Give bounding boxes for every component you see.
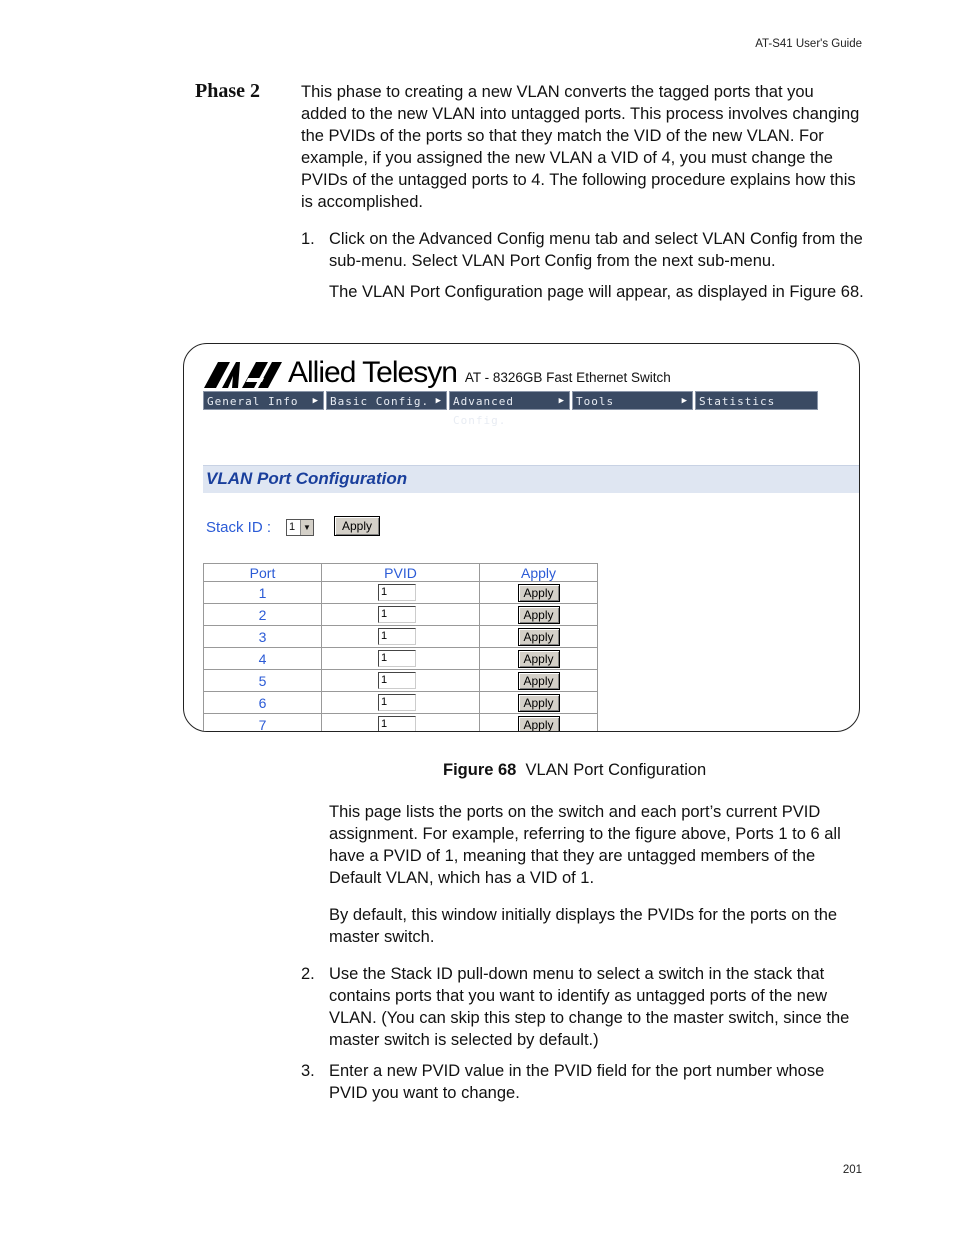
- row-apply-button[interactable]: Apply: [518, 694, 560, 712]
- brand-logo: [204, 354, 671, 388]
- page-title: VLAN Port Configuration: [206, 469, 408, 488]
- step-number: 2.: [301, 965, 315, 983]
- row-apply-button[interactable]: Apply: [518, 584, 560, 602]
- brand-name: Allied Telesyn: [288, 356, 457, 389]
- menu-advanced-config[interactable]: [449, 391, 570, 427]
- menu-basic-config[interactable]: [326, 391, 447, 410]
- pvid-cell: [322, 604, 480, 626]
- pvid-input[interactable]: 1: [378, 628, 416, 645]
- menu-tools[interactable]: [572, 391, 693, 410]
- stack-apply-button[interactable]: Apply: [334, 516, 380, 536]
- pvid-cell: [322, 714, 480, 733]
- guide-title: AT-S41 User's Guide: [755, 38, 862, 50]
- arrow-right-icon: ▶: [435, 396, 442, 406]
- apply-cell: [480, 626, 598, 648]
- menu-label: Tools: [576, 395, 615, 408]
- pvid-cell: [322, 626, 480, 648]
- step-2: [301, 963, 866, 1053]
- port-number: 4: [204, 648, 322, 670]
- table-row: [204, 582, 598, 604]
- row-apply-button[interactable]: Apply: [518, 650, 560, 668]
- table-header-row: [204, 564, 598, 582]
- port-number: 7: [204, 714, 322, 733]
- menu-general-info[interactable]: [203, 391, 324, 410]
- step-number: 3.: [301, 1062, 315, 1080]
- caption-text: VLAN Port Configuration: [525, 761, 707, 779]
- pvid-input[interactable]: 1: [378, 694, 416, 711]
- arrow-right-icon: ▶: [681, 396, 688, 406]
- menu-label: Basic Config.: [330, 395, 430, 408]
- pvid-input[interactable]: 1: [378, 650, 416, 667]
- menu-label: Statistics: [699, 395, 776, 408]
- apply-cell: [480, 648, 598, 670]
- pvid-cell: [322, 648, 480, 670]
- figure-screenshot: [183, 343, 860, 732]
- step-text: Enter a new PVID value in the PVID field for the port number whose PVID you want to change.: [329, 1062, 825, 1102]
- chevron-down-icon[interactable]: ▼: [300, 520, 313, 535]
- pvid-input[interactable]: 1: [378, 672, 416, 689]
- switch-model: AT - 8326GB Fast Ethernet Switch: [464, 370, 671, 385]
- menu-statistics[interactable]: [695, 391, 818, 410]
- step-text: Click on the Advanced Config menu tab and select VLAN Config from the sub-menu. Select VLAN Port Config from the next sub-menu.: [329, 230, 863, 270]
- figure-caption: [443, 761, 706, 780]
- step-number: 1.: [301, 230, 315, 248]
- row-apply-button[interactable]: Apply: [518, 716, 560, 732]
- table-row: [204, 692, 598, 714]
- pvid-cell: [322, 582, 480, 604]
- port-number: 5: [204, 670, 322, 692]
- after-figure-paragraph-2: By default, this window initially displays the PVIDs for the ports on the master switch.: [329, 906, 838, 946]
- apply-cell: [480, 714, 598, 733]
- table-row: [204, 714, 598, 733]
- menu-label: Advanced Config.: [453, 395, 514, 427]
- menu-bar: [203, 391, 823, 427]
- row-apply-button[interactable]: Apply: [518, 606, 560, 624]
- port-number: 2: [204, 604, 322, 626]
- intro-paragraph: This phase to creating a new VLAN converts the tagged ports that you added to the new VLAN into untagged ports. This process involves changing the PVIDs of the ports so that they match the VID of the new VLAN. For example, if you assigned the new VLAN a VID of 4, you must change the PVIDs of the untagged ports to 4. The following procedure explains how this is accomplished.: [301, 83, 860, 211]
- phase-heading: Phase 2: [195, 80, 260, 102]
- row-apply-button[interactable]: Apply: [518, 628, 560, 646]
- port-number: 1: [204, 582, 322, 604]
- apply-cell: [480, 692, 598, 714]
- stack-id-label: Stack ID :: [206, 519, 272, 536]
- table-row: [204, 604, 598, 626]
- page-title-banner: [203, 465, 860, 493]
- port-number: 6: [204, 692, 322, 714]
- column-header-pvid: PVID: [322, 564, 480, 582]
- table-row: [204, 626, 598, 648]
- pvid-cell: [322, 670, 480, 692]
- pvid-input[interactable]: 1: [378, 716, 416, 732]
- pvid-cell: [322, 692, 480, 714]
- table-row: [204, 648, 598, 670]
- apply-cell: [480, 604, 598, 626]
- port-number: 3: [204, 626, 322, 648]
- stack-id-select[interactable]: [286, 519, 314, 536]
- page-number: 201: [842, 1164, 862, 1176]
- step-1: [301, 228, 866, 272]
- after-figure-paragraph-1: This page lists the ports on the switch and each port’s current PVID assignment. For example, referring to the figure above, Ports 1 to 6 all have a PVID of 1, meaning that they are untagged members of the Default VLAN, which has a VID of 1.: [329, 803, 841, 887]
- step-text: Use the Stack ID pull-down menu to select a switch in the stack that contains ports that you want to identify as untagged ports of the new VLAN. (You can skip this step to change to the master switch, since the master switch is selected by default.): [329, 965, 850, 1049]
- row-apply-button[interactable]: Apply: [518, 672, 560, 690]
- column-header-apply: Apply: [480, 564, 598, 582]
- menu-label: General Info: [207, 395, 299, 408]
- arrow-right-icon: ▶: [558, 396, 565, 406]
- apply-cell: [480, 582, 598, 604]
- table-row: [204, 670, 598, 692]
- step-3: [301, 1060, 866, 1104]
- pvid-input[interactable]: 1: [378, 606, 416, 623]
- apply-cell: [480, 670, 598, 692]
- arrow-right-icon: ▶: [312, 396, 319, 406]
- pvid-input[interactable]: 1: [378, 584, 416, 601]
- caption-label: Figure 68: [443, 761, 517, 779]
- port-table: [203, 563, 598, 732]
- column-header-port: Port: [204, 564, 322, 582]
- step-1-result: The VLAN Port Configuration page will appear, as displayed in Figure 68.: [329, 283, 864, 301]
- stack-id-value: 1: [289, 521, 296, 533]
- allied-telesyn-logo-icon: [204, 362, 282, 388]
